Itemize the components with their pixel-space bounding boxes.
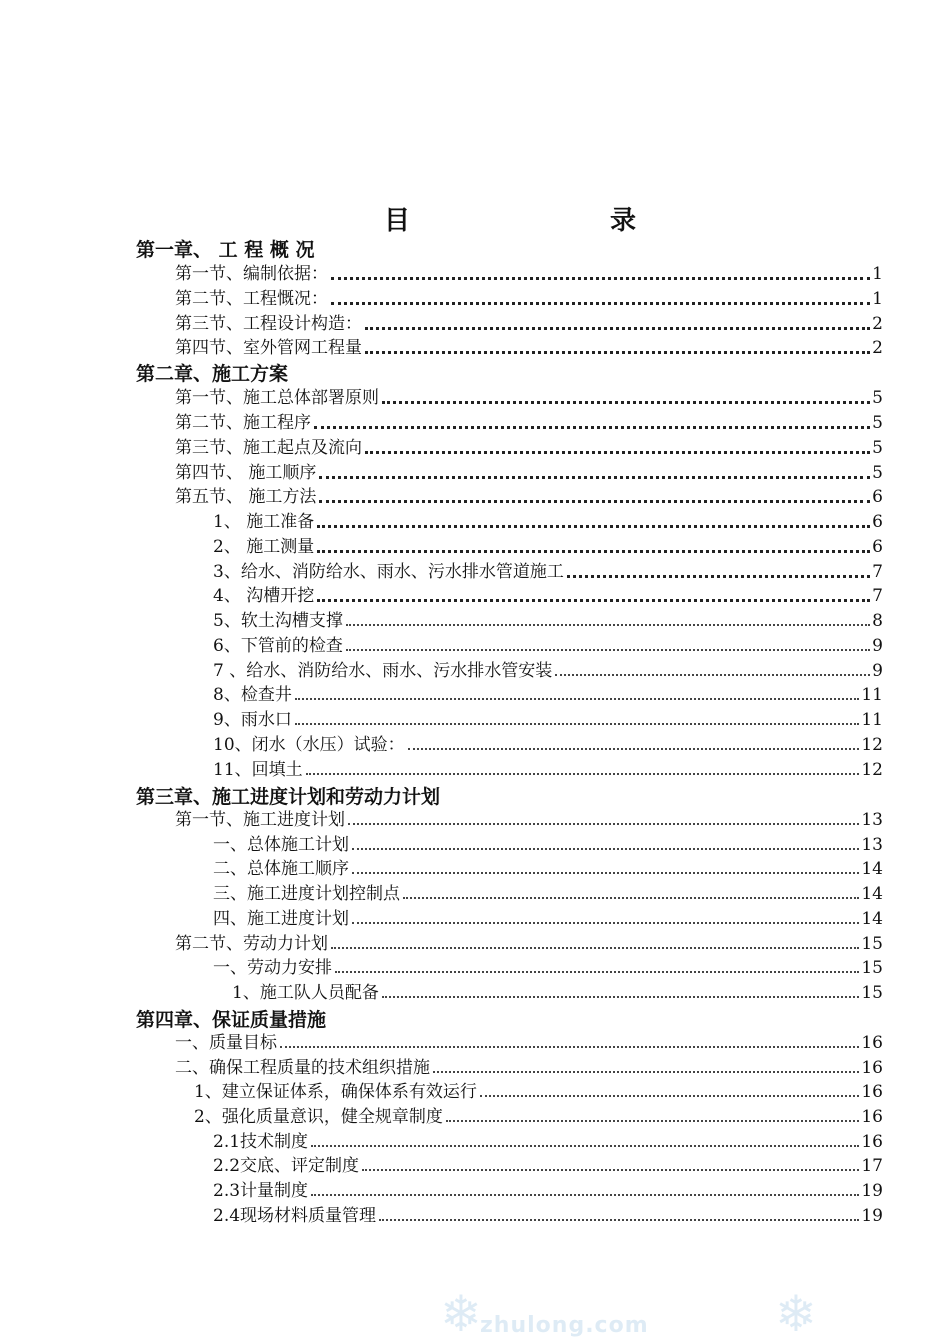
toc-entry-page: 6 [872, 486, 883, 507]
toc-entry-page: 6 [872, 536, 883, 557]
toc-entry-label: 9、雨水口 [213, 709, 292, 730]
toc-entry[interactable] [213, 880, 883, 905]
dot-leader [331, 292, 870, 305]
dot-leader [319, 466, 870, 479]
toc-entry-label: 2.1技术制度 [213, 1131, 309, 1152]
toc-entry[interactable] [232, 979, 883, 1004]
toc-entry-label: 一、质量目标 [175, 1032, 277, 1053]
toc-entry-page: 16 [861, 1032, 883, 1053]
toc-entry-page: 6 [872, 511, 883, 532]
toc-entry-label: 第二节、施工程序 [175, 412, 311, 433]
toc-entry-label: 二、总体施工顺序 [213, 858, 349, 879]
toc-entry[interactable] [213, 1128, 883, 1153]
toc-entry-label: 第三节、工程设计构造： [175, 313, 362, 334]
toc-entry-label: 8、检查井 [213, 684, 292, 705]
toc-entry-label: 第四节、室外管网工程量 [175, 337, 362, 358]
toc-entry-label: 2.2交底、评定制度 [213, 1155, 360, 1176]
dot-leader [295, 713, 860, 725]
toc-entry-label: 三、施工进度计划控制点 [213, 883, 400, 904]
toc-entry[interactable] [175, 806, 883, 831]
toc-entry-page: 16 [861, 1057, 883, 1078]
toc-entry-label: 第二节、工程慨况： [175, 288, 328, 309]
toc-entry-page: 19 [861, 1205, 883, 1226]
dot-leader [555, 664, 870, 676]
chapter-heading: 第三章、施工进度计划和劳动力计划 [136, 786, 441, 808]
toc-entry-page: 9 [872, 660, 883, 681]
dot-leader [331, 267, 870, 280]
toc-entry[interactable] [175, 384, 883, 409]
toc-entry-page: 14 [861, 858, 883, 879]
toc-entry-page: 2 [872, 313, 883, 334]
toc-entry-label: 10、闭水（水压）试验： [213, 734, 405, 755]
toc-entry-label: 二、确保工程质量的技术组织措施 [175, 1057, 430, 1078]
toc-entry[interactable] [194, 1103, 883, 1128]
dot-leader [348, 813, 859, 825]
toc-entry-page: 7 [872, 585, 883, 606]
dot-leader [480, 1085, 860, 1097]
toc-entry[interactable] [194, 1078, 883, 1103]
toc-entry-page: 12 [861, 734, 883, 755]
dot-leader [311, 1184, 859, 1196]
toc-entry-page: 5 [872, 387, 883, 408]
dot-leader [317, 589, 870, 602]
toc-entry-label: 第二节、劳动力计划 [175, 933, 328, 954]
toc-entry-label: 第三节、施工起点及流向 [175, 437, 362, 458]
toc-entry[interactable] [213, 855, 883, 880]
dot-leader [317, 515, 870, 528]
toc-entry-page: 11 [861, 709, 883, 730]
toc-entry-page: 5 [872, 462, 883, 483]
watermark [440, 1285, 860, 1343]
toc-entry[interactable] [175, 260, 883, 285]
toc-entry[interactable] [213, 558, 883, 583]
toc-entry[interactable] [213, 582, 883, 607]
dot-leader [352, 912, 859, 924]
toc-entry-page: 19 [861, 1180, 883, 1201]
toc-entry-label: 2、强化质量意识，健全规章制度 [194, 1106, 443, 1127]
toc-entry-page: 15 [861, 933, 883, 954]
dot-leader [403, 887, 859, 899]
toc-entry-label: 2.4现场材料质量管理 [213, 1205, 377, 1226]
dot-leader [382, 986, 860, 998]
toc-entry-page: 16 [861, 1081, 883, 1102]
toc-entry-label: 11、回填土 [213, 759, 303, 780]
dot-leader [365, 317, 870, 330]
dot-leader [446, 1110, 860, 1122]
snowflake-icon: ❄ [775, 1285, 817, 1343]
toc-entry-page: 1 [872, 263, 883, 284]
toc-entry-page: 15 [861, 957, 883, 978]
toc-entry[interactable] [175, 334, 883, 359]
toc-entry-label: 第一节、编制依据： [175, 263, 328, 284]
toc-entry-page: 14 [861, 883, 883, 904]
dot-leader [433, 1061, 859, 1073]
toc-entry[interactable] [213, 905, 883, 930]
toc-entry-page: 9 [872, 635, 883, 656]
dot-leader [382, 391, 870, 404]
toc-entry[interactable] [175, 434, 883, 459]
toc-entry-page: 5 [872, 412, 883, 433]
chapter-heading: 第一章、 工 程 概 况 [136, 239, 315, 261]
toc-entry-label: 1、施工队人员配备 [232, 982, 379, 1003]
toc-entry-page: 5 [872, 437, 883, 458]
toc-entry-page: 12 [861, 759, 883, 780]
toc-entry-page: 8 [872, 610, 883, 631]
toc-entry-page: 11 [861, 684, 883, 705]
dot-leader [567, 565, 870, 578]
toc-entry-page: 15 [861, 982, 883, 1003]
toc-entry[interactable] [175, 930, 883, 955]
dot-leader [314, 416, 870, 429]
toc-entry[interactable] [213, 831, 883, 856]
dot-leader [346, 614, 870, 626]
toc-entry[interactable] [175, 1029, 883, 1054]
toc-entry[interactable] [175, 483, 883, 508]
watermark-text: zhulong.com [480, 1313, 649, 1338]
dot-leader [408, 738, 860, 750]
toc-entry-page: 17 [861, 1155, 883, 1176]
toc-entry[interactable] [175, 310, 883, 335]
toc-entry-label: 四、施工进度计划 [213, 908, 349, 929]
toc-entry[interactable] [213, 681, 883, 706]
toc-entry-label: 1、建立保证体系，确保体系有效运行 [194, 1081, 477, 1102]
toc-entry[interactable] [213, 632, 883, 657]
toc-title [0, 200, 950, 240]
dot-leader [335, 961, 859, 973]
toc-entry[interactable] [213, 731, 883, 756]
toc-entry[interactable] [213, 607, 883, 632]
dot-leader [346, 639, 870, 651]
dot-leader [295, 688, 860, 700]
toc-entry-page: 1 [872, 288, 883, 309]
toc-entry[interactable] [175, 409, 883, 434]
toc-entry[interactable] [213, 706, 883, 731]
toc-entry-label: 3、给水、消防给水、雨水、污水排水管道施工 [213, 561, 564, 582]
toc-entry[interactable] [175, 285, 883, 310]
toc-entry[interactable] [175, 459, 883, 484]
toc-entry[interactable] [213, 508, 883, 533]
dot-leader [311, 1135, 859, 1147]
toc-entry-label: 2.3计量制度 [213, 1180, 309, 1201]
dot-leader [352, 838, 859, 850]
dot-leader [306, 763, 860, 775]
toc-entry-label: 6、下管前的检查 [213, 635, 343, 656]
toc-entry-page: 16 [861, 1106, 883, 1127]
toc-entry-label: 4、 沟槽开挖 [213, 585, 315, 606]
toc-entry-page: 14 [861, 908, 883, 929]
toc-entry-label: 2、 施工测量 [213, 536, 315, 557]
toc-entry-page: 13 [861, 834, 883, 855]
dot-leader [362, 1159, 859, 1171]
dot-leader [365, 441, 870, 454]
toc-entry-label: 第一节、施工总体部署原则 [175, 387, 379, 408]
toc-entry-label: 第五节、 施工方法 [175, 486, 317, 507]
chapter-heading: 第四章、保证质量措施 [136, 1009, 327, 1031]
toc-entry[interactable] [213, 657, 883, 682]
dot-leader [352, 862, 859, 874]
title-char-left: 目 [384, 206, 411, 236]
toc-entry[interactable] [175, 1054, 883, 1079]
toc-entry-page: 7 [872, 561, 883, 582]
toc-entry-label: 1、 施工准备 [213, 511, 315, 532]
toc-entry[interactable] [213, 756, 883, 781]
toc-entry-label: 一、劳动力安排 [213, 957, 332, 978]
dot-leader [331, 937, 859, 949]
toc-entry[interactable] [213, 1177, 883, 1202]
title-char-right: 录 [610, 206, 637, 236]
toc-entry-label: 第四节、 施工顺序 [175, 462, 317, 483]
toc-entry[interactable] [213, 1202, 883, 1227]
toc-entry[interactable] [213, 1152, 883, 1177]
toc-entry-page: 16 [861, 1131, 883, 1152]
toc-entry[interactable] [213, 533, 883, 558]
toc-entry-label: 7 、给水、消防给水、雨水、污水排水管安装 [213, 660, 553, 681]
dot-leader [280, 1036, 859, 1048]
toc-entry-label: 5、软土沟槽支撑 [213, 610, 343, 631]
toc-entry-page: 13 [861, 809, 883, 830]
snowflake-icon: ❄ [440, 1285, 482, 1343]
toc-entry-label: 一、总体施工计划 [213, 834, 349, 855]
dot-leader [317, 540, 870, 553]
chapter-heading: 第二章、施工方案 [136, 363, 289, 385]
toc-entry-label: 第一节、施工进度计划 [175, 809, 345, 830]
dot-leader [379, 1209, 859, 1221]
dot-leader [365, 341, 870, 354]
toc-entry-page: 2 [872, 337, 883, 358]
dot-leader [319, 490, 870, 503]
toc-entry[interactable] [213, 954, 883, 979]
